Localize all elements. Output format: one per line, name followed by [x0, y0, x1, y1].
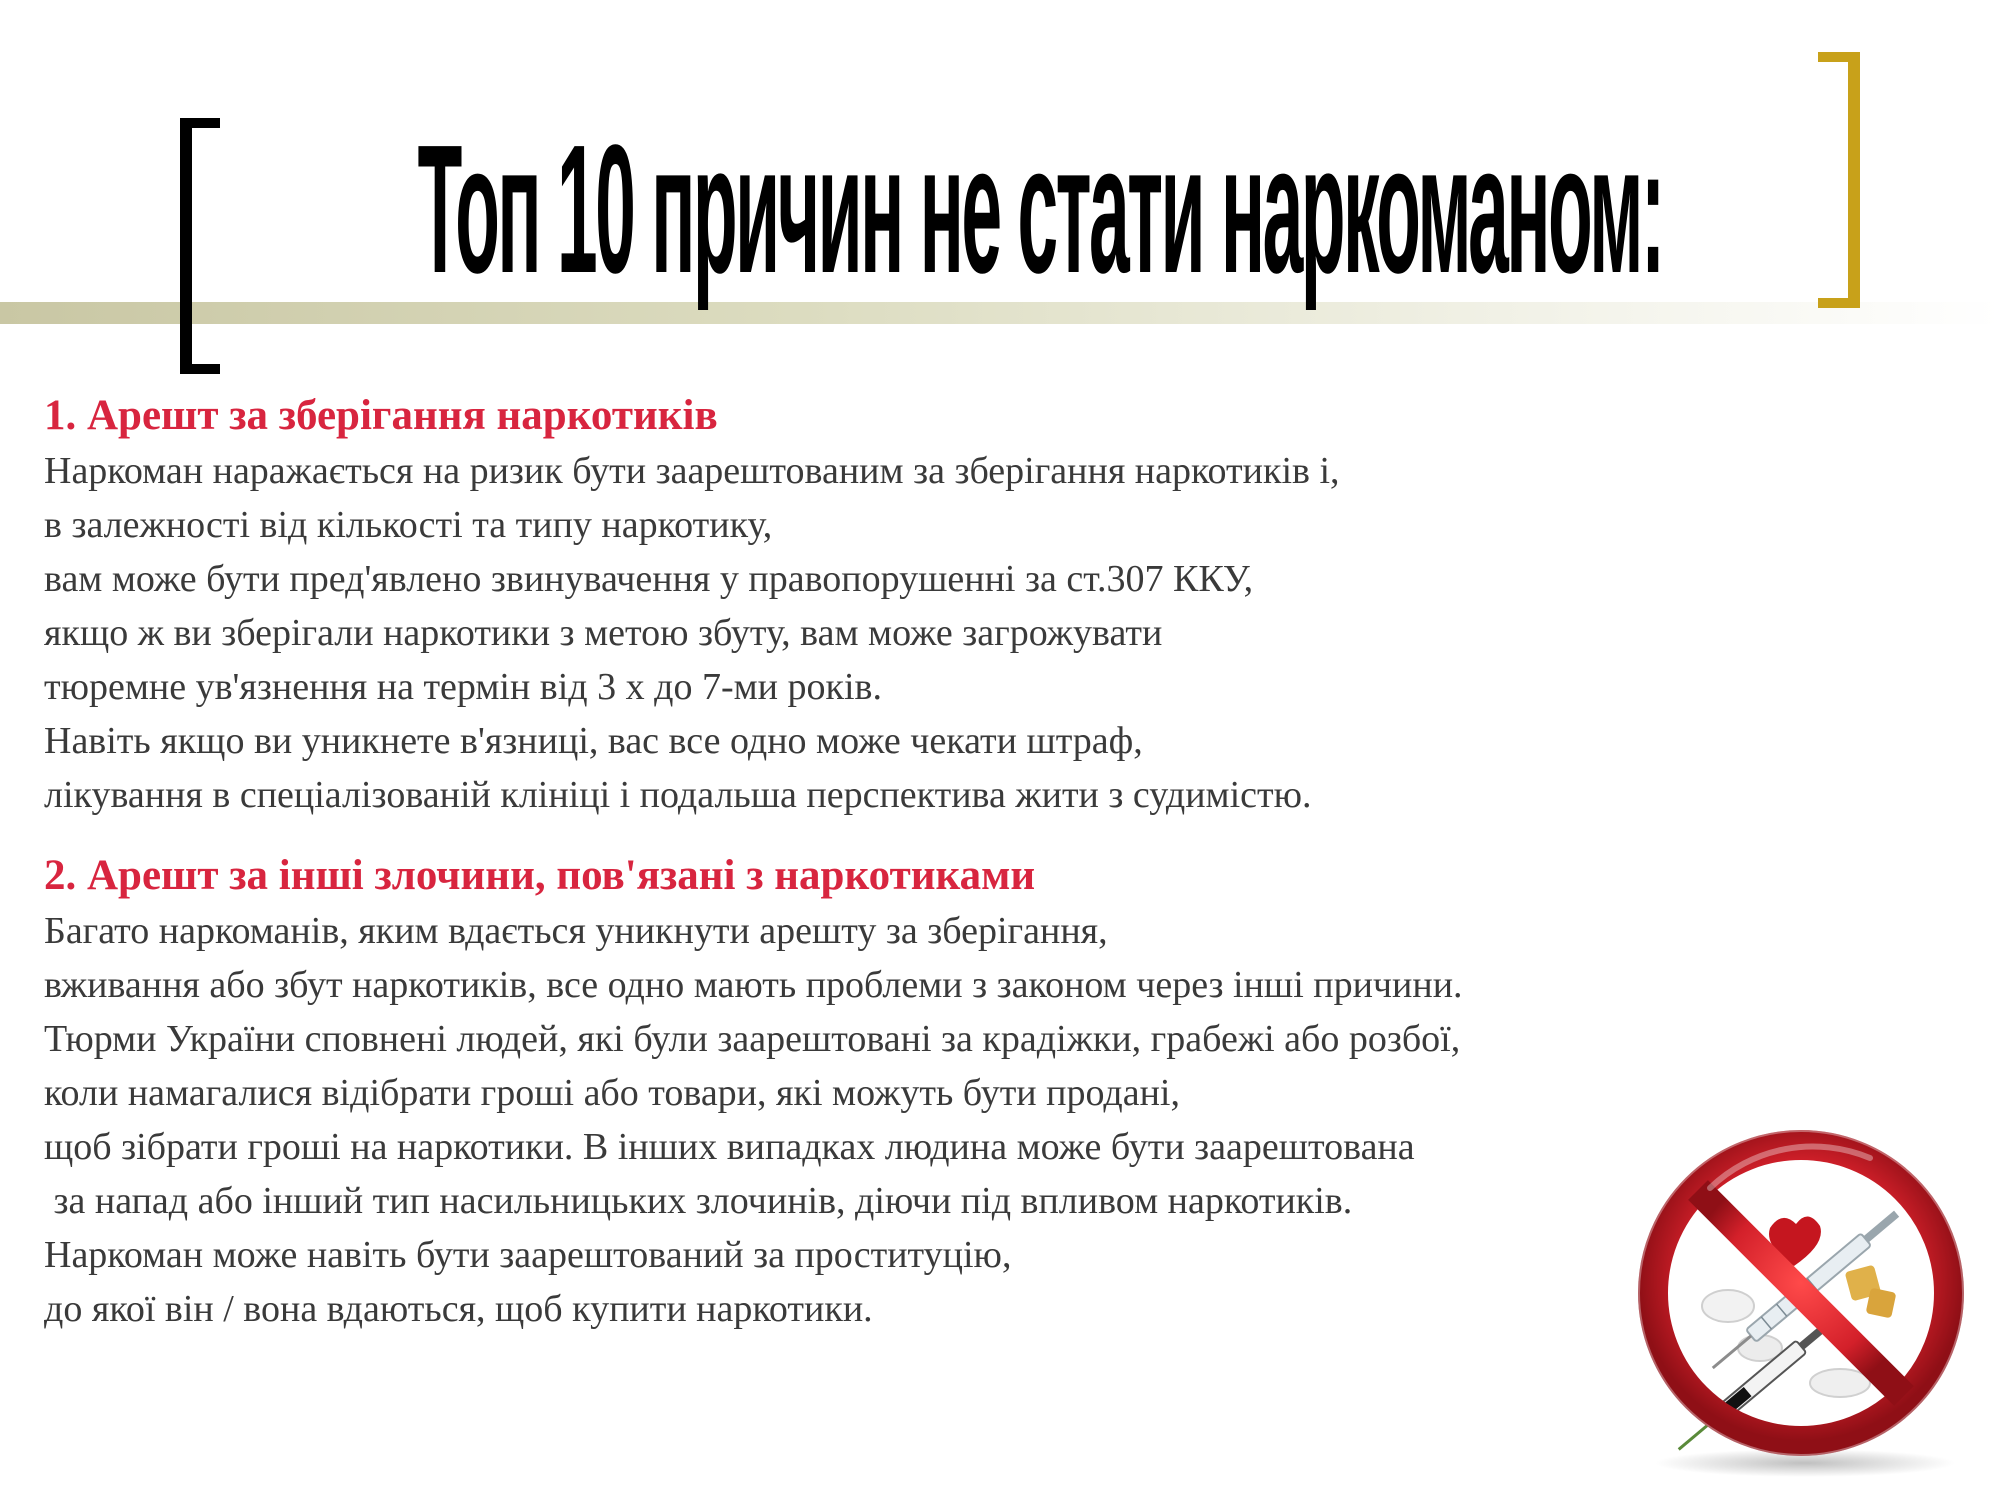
body-line: Наркоман може навіть бути заарештований за проституцію,	[44, 1234, 1012, 1276]
section-arrest-other-crimes	[44, 848, 1724, 1336]
body-line: тюремне ув'язнення на термін від 3 х до 7-ми років.	[44, 666, 882, 708]
body-line: в залежності від кількості та типу наркотику,	[44, 504, 773, 546]
body-line: коли намагалися відібрати гроші або товари, які можуть бути продані,	[44, 1072, 1180, 1114]
section-body	[44, 444, 1724, 822]
section-title: 1. Арешт за зберігання наркотиків	[44, 392, 718, 439]
section-body	[44, 904, 1724, 1336]
body-line: Наркоман наражається на ризик бути заарештованим за зберігання наркотиків і,	[44, 450, 1340, 492]
body-line: Навіть якщо ви уникнете в'язниці, вас все одно може чекати штраф,	[44, 720, 1143, 762]
main-content	[44, 388, 1724, 1336]
section-arrest-possession	[44, 388, 1724, 822]
body-line: Багато наркоманів, яким вдається уникнути арешту за зберігання,	[44, 910, 1108, 952]
body-line: якщо ж ви зберігали наркотики з метою збуту, вам може загрожувати	[44, 612, 1163, 654]
right-bracket-decoration	[1818, 52, 1860, 308]
left-bracket-decoration	[180, 118, 220, 374]
body-line: до якої він / вона вдаються, щоб купити наркотики.	[44, 1288, 873, 1330]
title-container	[280, 100, 1800, 320]
body-line: за напад або інший тип насильницьких злочинів, діючи під впливом наркотиків.	[44, 1180, 1353, 1222]
page-title: Топ 10 причин не стати наркоманом:	[417, 107, 1663, 313]
body-line: вживання або збут наркотиків, все одно мають проблеми з законом через інші причини.	[44, 964, 1463, 1006]
body-line: щоб зібрати гроші на наркотики. В інших випадках людина може бути заарештована	[44, 1126, 1415, 1168]
no-drugs-sign-icon	[1620, 1118, 1982, 1480]
body-line: вам може бути пред'явлено звинувачення у правопорушенні за ст.307 ККУ,	[44, 558, 1254, 600]
section-title: 2. Арешт за інші злочини, пов'язані з наркотиками	[44, 852, 1036, 899]
body-line: Тюрми України сповнені людей, які були заарештовані за крадіжки, грабежі або розбої,	[44, 1018, 1461, 1060]
body-line: лікування в спеціалізованій клініці і подальша перспектива жити з судимістю.	[44, 774, 1312, 816]
